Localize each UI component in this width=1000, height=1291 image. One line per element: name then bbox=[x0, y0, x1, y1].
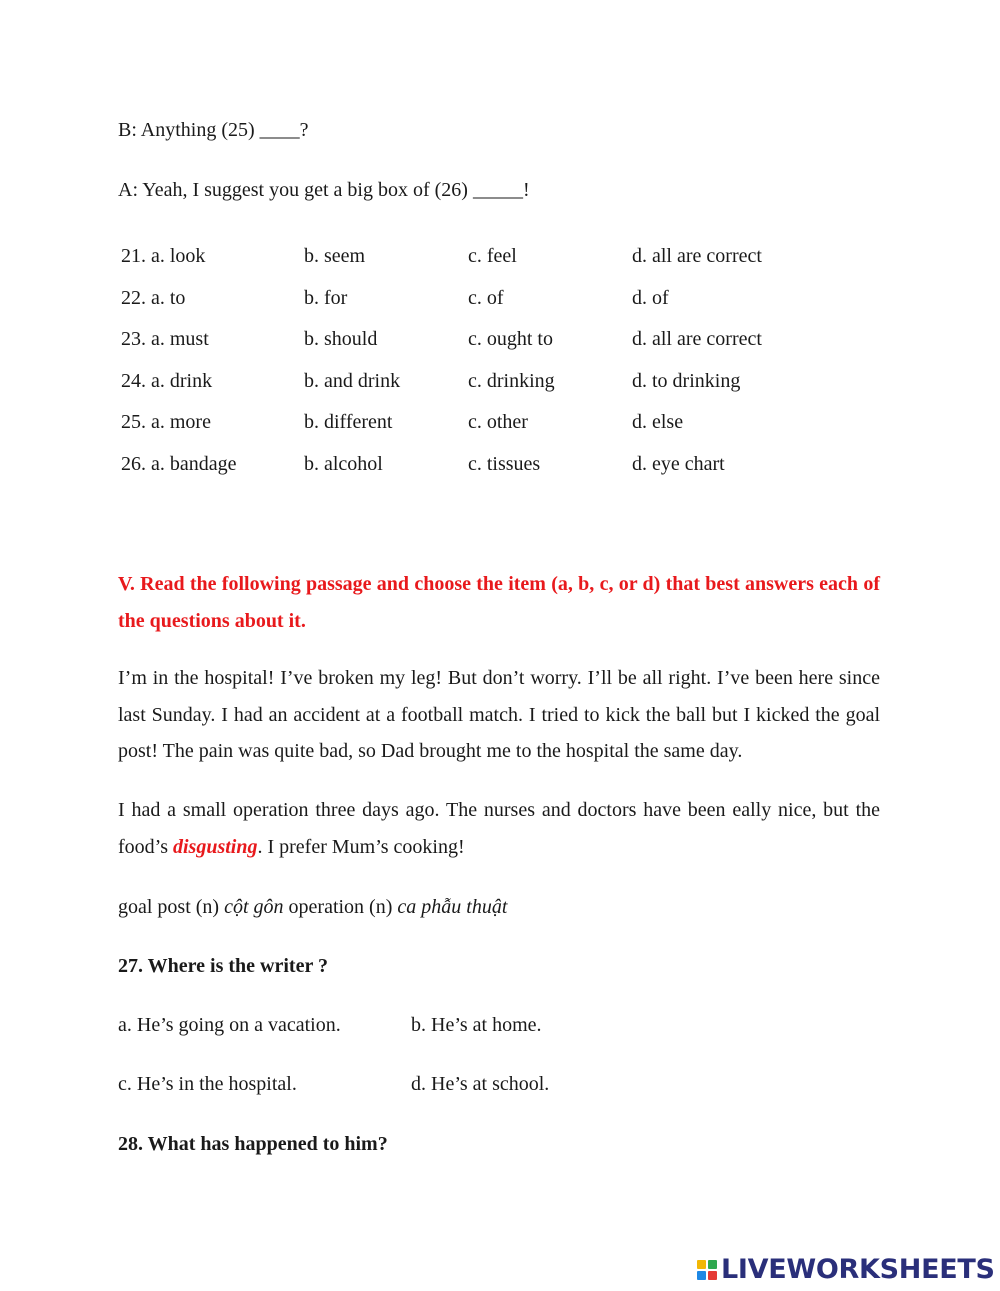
logo-square-icon bbox=[697, 1271, 706, 1280]
option-cell[interactable]: 26. a. bandage bbox=[121, 452, 237, 475]
option-cell[interactable]: 24. a. drink bbox=[121, 369, 213, 392]
logo-square-icon bbox=[697, 1260, 706, 1269]
answer-option[interactable]: c. He’s in the hospital. bbox=[118, 1073, 297, 1095]
answer-option[interactable]: b. He’s at home. bbox=[411, 1014, 542, 1036]
answer-option[interactable]: d. He’s at school. bbox=[411, 1073, 550, 1095]
option-cell[interactable]: d. all are correct bbox=[632, 245, 762, 268]
section-v-heading: V. Read the following passage and choose the item (a, b, c, or d) that best answers each of the questions about it. bbox=[118, 573, 880, 632]
option-cell[interactable]: 21. a. look bbox=[121, 245, 206, 268]
option-cell[interactable]: 23. a. must bbox=[121, 328, 209, 351]
paragraph-2-text-after: . I prefer Mum’s cooking! bbox=[257, 835, 465, 858]
logo-square-icon bbox=[708, 1271, 717, 1280]
option-cell[interactable]: d. all are correct bbox=[632, 328, 762, 351]
option-cell[interactable]: b. seem bbox=[304, 245, 366, 268]
glossary-term: operation (n) bbox=[283, 896, 398, 918]
logo-text: LIVEWORKSHEETS bbox=[721, 1254, 995, 1285]
options-row-26 bbox=[121, 444, 832, 486]
answer-options-table bbox=[121, 236, 832, 485]
options-row-23 bbox=[121, 319, 832, 361]
answer-option[interactable]: a. He’s going on a vacation. bbox=[118, 1014, 341, 1036]
dialogue-line-b: B: Anything (25) ____? bbox=[118, 119, 309, 141]
option-cell[interactable]: c. ought to bbox=[468, 328, 553, 351]
liveworksheets-logo bbox=[697, 1254, 995, 1286]
glossary-line bbox=[118, 895, 507, 919]
option-cell[interactable]: 25. a. more bbox=[121, 411, 211, 434]
option-cell[interactable]: c. feel bbox=[468, 245, 517, 268]
option-cell[interactable]: b. alcohol bbox=[304, 452, 383, 475]
option-cell[interactable]: c. tissues bbox=[468, 452, 541, 475]
option-cell[interactable]: 22. a. to bbox=[121, 286, 186, 309]
glossary-meaning: ca phẫu thuật bbox=[397, 896, 508, 918]
passage-paragraph-1: I’m in the hospital! I’ve broken my leg! But don’t worry. I’ll be all right. I’ve been here since last Sunday. I had an accident at a football match. I tried to kick the ball but I kicked the goal post! The pain was quite bad, so Dad brought me to the hospital the same day. bbox=[118, 667, 880, 762]
option-cell[interactable]: d. to drinking bbox=[632, 369, 741, 392]
question-27: 27. Where is the writer ? bbox=[118, 955, 328, 977]
options-row-22 bbox=[121, 278, 832, 320]
options-row-24 bbox=[121, 361, 832, 403]
dialogue-line-a: A: Yeah, I suggest you get a big box of (26) _____! bbox=[118, 179, 530, 201]
passage-paragraph-2 bbox=[118, 792, 880, 865]
option-cell[interactable]: b. different bbox=[304, 411, 393, 434]
glossary-term: goal post (n) bbox=[118, 896, 225, 918]
options-row-21 bbox=[121, 236, 832, 278]
option-cell[interactable]: b. for bbox=[304, 286, 348, 309]
question-28: 28. What has happened to him? bbox=[118, 1133, 388, 1155]
logo-square-icon bbox=[708, 1260, 717, 1269]
option-cell[interactable]: b. and drink bbox=[304, 369, 401, 392]
option-cell[interactable]: c. drinking bbox=[468, 369, 555, 392]
options-row-25 bbox=[121, 402, 832, 444]
option-cell[interactable]: c. of bbox=[468, 286, 504, 309]
paragraph-2-text-before: I had a small operation three days ago. The nurses and doctors have been eally nice, but the food’s bbox=[118, 799, 880, 858]
highlighted-word: disgusting bbox=[173, 835, 258, 858]
option-cell[interactable]: c. other bbox=[468, 411, 528, 434]
option-cell[interactable]: d. of bbox=[632, 286, 669, 309]
glossary-meaning: cột gôn bbox=[224, 896, 284, 918]
option-cell[interactable]: d. eye chart bbox=[632, 452, 725, 475]
option-cell[interactable]: d. else bbox=[632, 411, 684, 434]
option-cell[interactable]: b. should bbox=[304, 328, 378, 351]
logo-icon bbox=[697, 1260, 717, 1280]
